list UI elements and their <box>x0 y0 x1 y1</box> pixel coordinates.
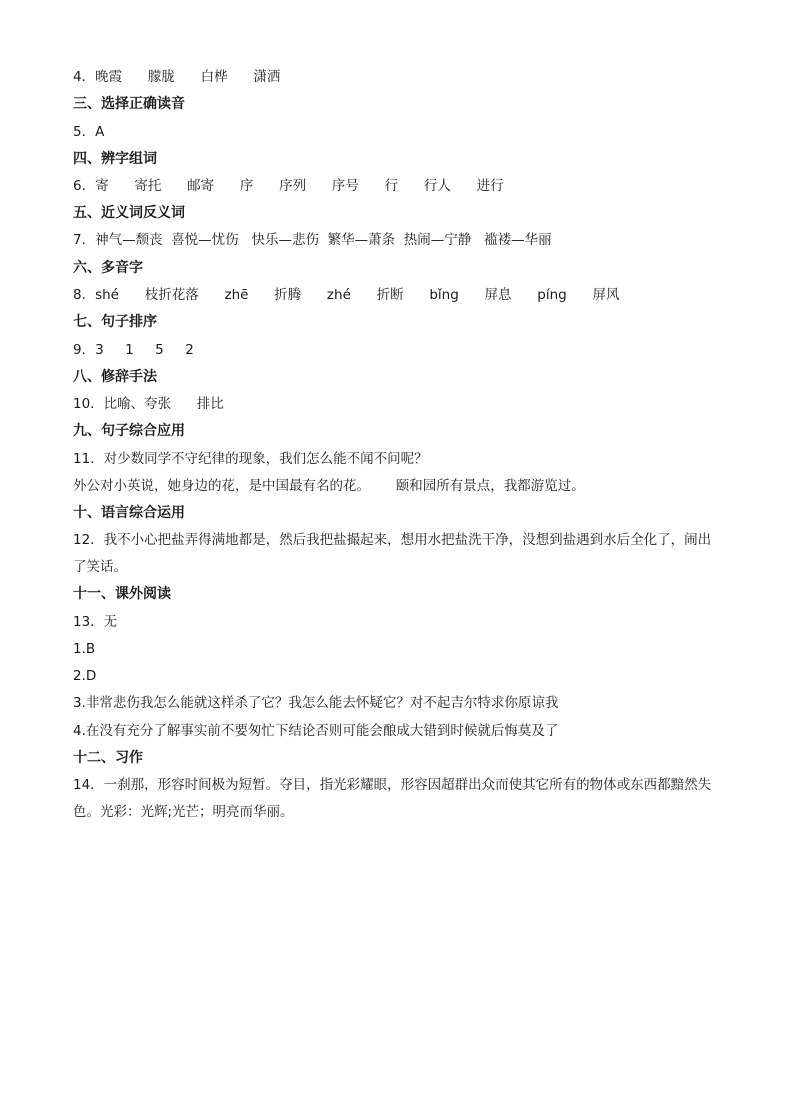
answer-14: 14．一刹那，形容时间极为短暂。夺目，指光彩耀眼，形容因超群出众而使其它所有的物体或东西都黯然失色。光彩：光辉;光芒；明亮而华丽。 <box>73 777 712 820</box>
answer-4: 4．晚霞 朦胧 白桦 潇洒 <box>73 69 281 85</box>
answer-11: 11．对少数同学不守纪律的现象，我们怎么能不闻不问呢？ <box>73 451 428 467</box>
answer-10: 10．比喻、夸张 排比 <box>73 396 224 412</box>
answer-13-1: 1.B <box>73 641 96 657</box>
answer-9: 9．3 1 5 2 <box>73 342 194 358</box>
answer-6: 6．寄 寄托 邮寄 序 序列 序号 行 行人 进行 <box>73 178 504 194</box>
section-9-heading: 九、句子综合应用 <box>73 423 185 439</box>
answer-13-4: 4.在没有充分了解事实前不要匆忙下结论否则可能会酿成大错到时候就后悔莫及了 <box>73 723 559 739</box>
section-5-heading: 五、近义词反义词 <box>73 205 185 221</box>
section-4-heading: 四、辨字组词 <box>73 151 157 167</box>
answer-8: 8．shé 枝折花落 zhē 折腾 zhé 折断 bǐng 屏息 píng 屏风 <box>73 287 620 303</box>
answer-12: 12．我不小心把盐弄得满地都是，然后我把盐撮起来，想用水把盐洗干净，没想到盐遇到水后全化了，闹出了笑话。 <box>73 532 712 575</box>
answer-13: 13．无 <box>73 614 118 630</box>
answer-11-continued: 外公对小英说，她身边的花，是中国最有名的花。 颐和园所有景点，我都游览过。 <box>73 478 585 494</box>
section-3-heading: 三、选择正确读音 <box>73 96 185 112</box>
section-8-heading: 八、修辞手法 <box>73 369 157 385</box>
answer-5: 5．A <box>73 124 105 140</box>
section-7-heading: 七、句子排序 <box>73 314 157 330</box>
answer-7: 7．神气—颓丧 喜悦—忧伤 快乐—悲伤 繁华—萧条 热闹—宁静 褴褛—华丽 <box>73 232 552 248</box>
section-6-heading: 六、多音字 <box>73 260 143 276</box>
answer-13-3: 3.非常悲伤我怎么能就这样杀了它？我怎么能去怀疑它？对不起吉尔特求你原谅我 <box>73 695 559 711</box>
answer-13-2: 2.D <box>73 668 97 684</box>
section-12-heading: 十二、习作 <box>73 750 143 766</box>
section-10-heading: 十、语言综合运用 <box>73 505 185 521</box>
section-11-heading: 十一、课外阅读 <box>73 586 171 602</box>
